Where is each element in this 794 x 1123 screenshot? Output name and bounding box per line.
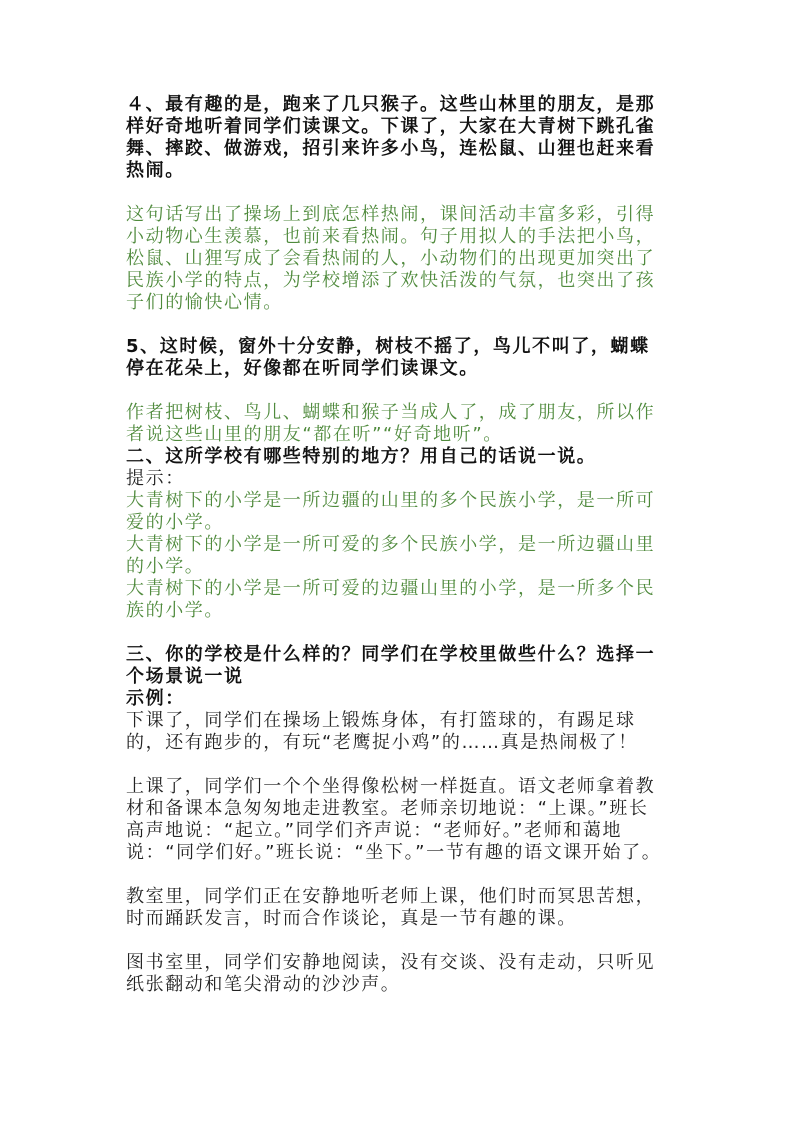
section-4-question: ４、最有趣的是，跑来了几只猴子。这些山林里的朋友，是那样好奇地听着同学们读课文。下课了，大家在大青树下跳孔雀舞、摔跤、做游戏，招引来许多小鸟，连松鼠、山狸也赶来看热闹。 [126,94,656,181]
part-3-example: 教室里，同学们正在安静地听老师上课，他们时而冥思苦想，时而踊跃发言，时而合作谈论，真是一节有趣的课。 [126,886,656,929]
spacer [126,622,666,644]
section-5-answer: 作者把树枝、鸟儿、蝴蝶和猴子当成人了，成了朋友，所以作者说这些山里的朋友“都在听”“好奇地听”。 [126,402,656,445]
spacer [126,864,666,886]
part-2-answer: 大青树下的小学是一所可爱的多个民族小学，是一所边疆山里的小学。 [126,534,656,577]
part-2-question: 二、这所学校有哪些特别的地方？用自己的话说一说。 [126,446,597,467]
section-4-answer: 这句话写出了操场上到底怎样热闹，课间活动丰富多彩，引得小动物心生羡慕，也前来看热闹。句子用拟人的手法把小鸟，松鼠、山狸写成了会看热闹的人，小动物们的出现更加突出了民族小学的特点，为学校增添了欢快活泼的气氛，也突出了孩子们的愉快心情。 [126,204,656,313]
part-3-example: 下课了，同学们在操场上锻炼身体，有打篮球的，有踢足球的，还有跑步的，有玩“老鹰捉小鸡”的……真是热闹极了！ [126,710,638,753]
part-3-example: 图书室里，同学们安静地阅读，没有交谈、没有走动，只听见纸张翻动和笔尖滑动的沙沙声。 [126,952,656,995]
part-2-answer: 大青树下的小学是一所可爱的边疆山里的小学，是一所多个民族的小学。 [126,578,656,621]
spacer [126,754,666,776]
spacer [126,380,666,402]
part-3-example: 上课了，同学们一个个坐得像松树一样挺直。语文老师拿着教材和备课本急匆匆地走进教室。老师亲切地说：“上课。”班长高声地说：“起立。”同学们齐声说：“老师好。”老师和蔼地说：“同学们好。”班长说：“坐下。”一节有趣的语文课开始了。 [126,776,662,863]
spacer [126,314,666,336]
spacer [126,930,666,952]
part-3-question: 三、你的学校是什么样的？同学们在学校里做些什么？选择一个场景说一说 [126,644,656,687]
document-page [126,94,666,996]
part-2-answer: 大青树下的小学是一所边疆的山里的多个民族小学，是一所可爱的小学。 [126,490,656,533]
section-5-question: 5、这时候，窗外十分安静，树枝不摇了，鸟儿不叫了，蝴蝶停在花朵上，好像都在听同学们读课文。 [126,336,650,379]
part-2-hint-label: 提示： [126,468,185,489]
spacer [126,182,666,204]
part-3-example-label: 示例： [126,688,185,709]
